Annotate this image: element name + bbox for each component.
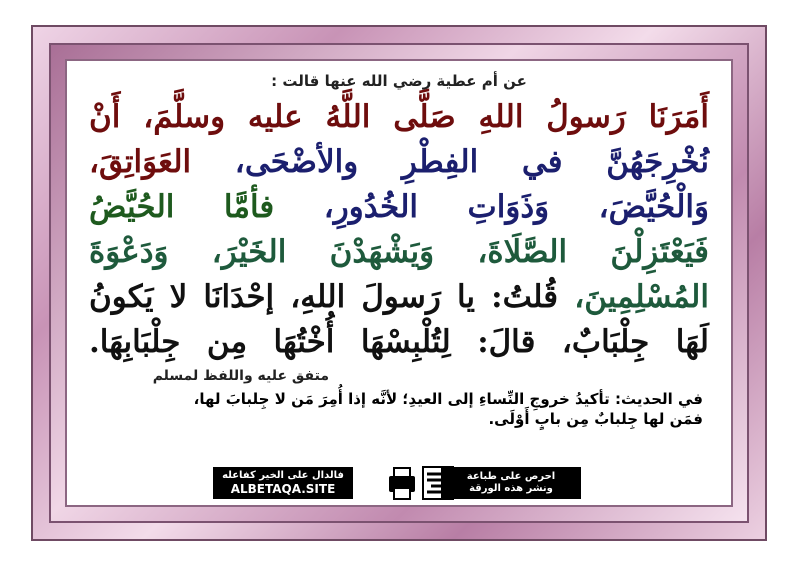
print-badge-line-2: ونشر هذه الورقة: [469, 483, 553, 494]
middle-frame: [49, 43, 749, 523]
hadith-source: متفق عليه واللفظ لمسلم: [152, 368, 329, 384]
commentary-line-1: في الحديث: تأكيدُ خروجِ النِّساءِ إلى العيدِ؛ لأنَّه إذا أُمِرَ مَن لا جِلبابَ لها،: [193, 390, 703, 408]
hadith-line-6: لَهَا جِلْبَابٌ، قالَ: لِتُلْبِسْهَا أُخْتُهَا مِن جِلْبَابِهَا.: [89, 324, 709, 360]
outer-frame: [31, 25, 767, 541]
hadith-line-3-b: فأمَّا الحُيَّضُ: [89, 189, 275, 225]
hadith-line-1-a: أَمَرَنَا رَسولُ اللهِ صَلَّى اللَّهُ عليه وسلَّمَ،: [120, 99, 709, 135]
site-badge: [213, 467, 353, 499]
hadith-line-3: [89, 185, 709, 230]
hadith-line-1-b: أَنْ: [89, 99, 121, 135]
site-badge-slogan: فالدال على الخير كفاعله: [222, 470, 344, 481]
hadith-line-3-a: وَالْحُيَّضَ، وَذَوَاتِ الخُدُورِ،: [274, 189, 709, 225]
card-panel: [65, 59, 733, 507]
hadith-line-2-a: نُخْرِجَهُنَّ في الفِطْرِ والأضْحَى،: [191, 144, 709, 180]
footer: [67, 459, 731, 505]
print-badge: [441, 467, 581, 499]
card-content: [67, 61, 731, 459]
hadith-line-2: [89, 140, 709, 185]
commentary-line-2: فمَن لها جِلبابٌ مِن بابٍ أَوْلَى.: [488, 410, 703, 428]
hadith-line-5: [89, 275, 709, 320]
narrator-intro: عن أم عطية رضي الله عنها قالت :: [271, 72, 527, 90]
print-badge-line-1: احرص على طباعة: [466, 471, 556, 482]
hadith-line-2-b: العَوَاتِقَ،: [89, 144, 192, 180]
hadith-line-1: [89, 95, 709, 140]
hadith-line-4: فَيَعْتَزِلْنَ الصَّلَاةَ، وَيَشْهَدْنَ الخَيْرَ، وَدَعْوَةَ: [89, 234, 709, 270]
site-badge-url: ALBETAQA.SITE: [230, 482, 336, 496]
hadith-line-5-a: المُسْلِمِينَ،: [558, 279, 709, 315]
hadith-line-5-b: قُلتُ: يا رَسولَ اللهِ، إحْدَانَا لا يَكونُ: [89, 279, 559, 315]
